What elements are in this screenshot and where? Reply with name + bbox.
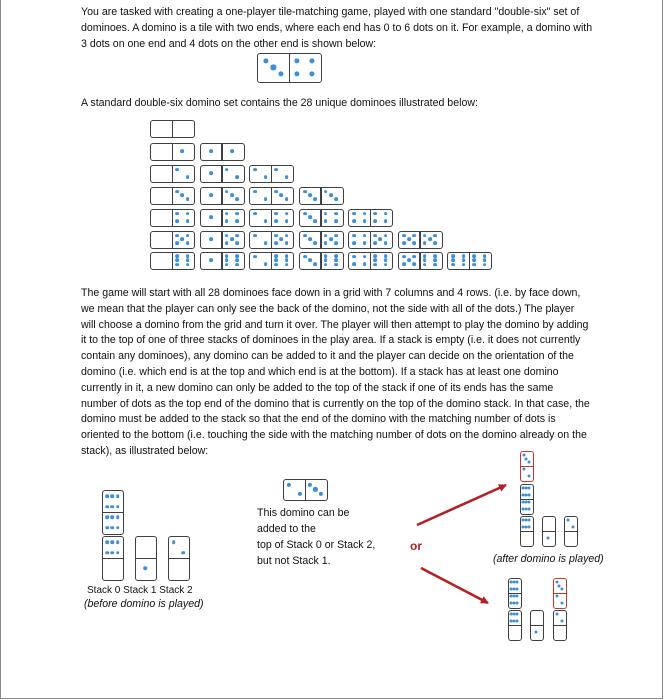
arrow-up xyxy=(417,485,506,525)
or-label: or xyxy=(410,539,422,553)
after-caption: (after domino is played) xyxy=(493,553,604,565)
explanation-line-3: top of Stack 0 or Stack 2, xyxy=(257,539,376,551)
explanation-line-1: This domino can be xyxy=(257,507,350,519)
explanation-line-2: added to the xyxy=(257,523,316,535)
intro-paragraph: You are tasked with creating a one-player tile-matching game, played with one standard "double-six" set of dominoes. A domino is a tile with two ends, where each end has 0 to 6 dots on it. For example, a domino with 3 dots on one end and 4 dots on the other end is shown below: xyxy=(81,6,593,50)
arrows xyxy=(1,0,662,698)
rules-paragraph: The game will start with all 28 dominoes face down in a grid with 7 columns and 4 rows. (i.e. by face down, we mean that the player can only see the back of the domino, not the side with all of the dots.) The player will choose a domino from the grid and turn it over. The player will then attempt to play the domino by adding it to the top of one of three stacks of dominoes in the play area. If a stack is empty (i.e. it does not currently contain any dominoes), any domino can be added to it and the player can decide on the orientation of the domino (i.e. which end is at the top and which end is at the bottom). If a stack has at least one domino currently in it, a new domino can only be added to the top of the stack if one of its ends has the same number of dots as the top end of the domino that is currently on the top of the domino stack. In that case, the domino must be added to the stack so that the end of the domino with the matching number of dots is oriented to the bottom (i.e. touching the side with the matching number of dots on the domino already on the stack), as illustrated below: xyxy=(81,287,590,457)
arrow-down xyxy=(421,568,488,603)
explanation-line-4: but not Stack 1. xyxy=(257,555,331,567)
before-caption: (before domino is played) xyxy=(84,598,204,610)
stack-labels: Stack 0 Stack 1 Stack 2 xyxy=(87,585,193,596)
set-intro-paragraph: A standard double-six domino set contains the 28 unique dominoes illustrated below: xyxy=(81,97,478,109)
